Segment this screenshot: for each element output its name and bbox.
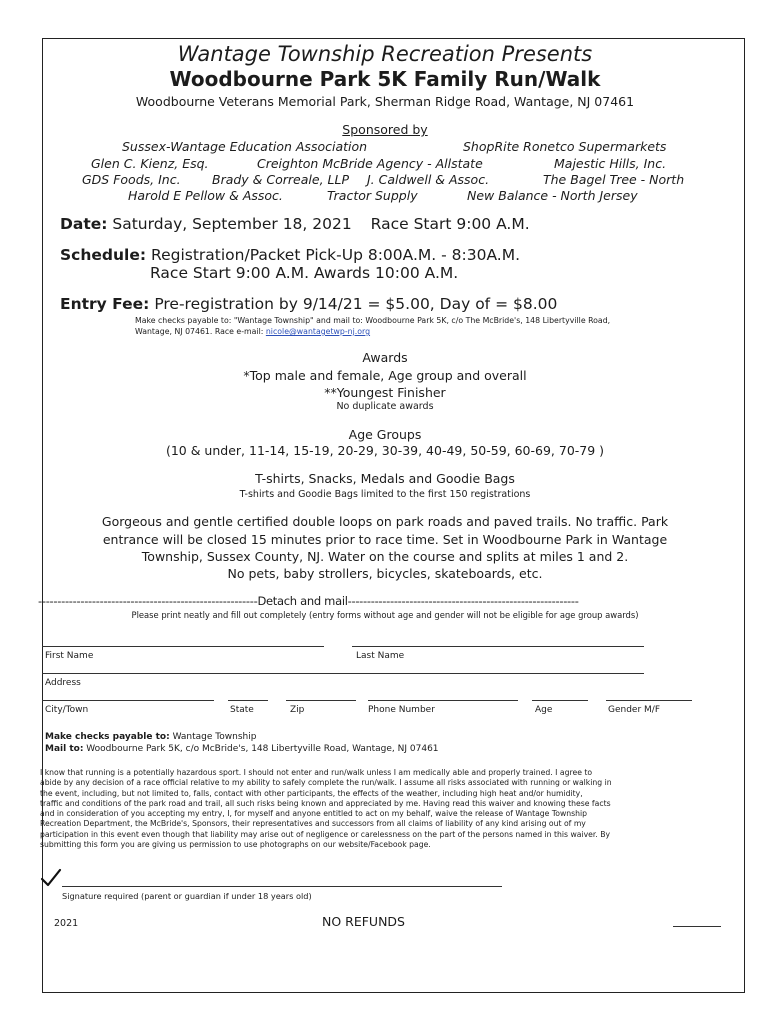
awards-line-3: No duplicate awards	[336, 401, 434, 412]
phone-line	[368, 700, 518, 701]
payable-label: Make checks payable to:	[45, 732, 170, 742]
race-start: Race Start 9:00 A.M.	[370, 215, 530, 233]
event-title: Woodbourne Park 5K Family Run/Walk	[169, 67, 601, 91]
schedule-line-2: Race Start 9:00 A.M. Awards 10:00 A.M.	[150, 264, 459, 282]
age-field[interactable]: Age	[535, 705, 553, 715]
waiver-line: traffic and conditions of the park road and trail, all such risks being known and appreciated by me. Having read this waiver and knowing these facts	[40, 798, 611, 808]
entry-fee-row	[60, 295, 557, 313]
zip-line	[286, 700, 356, 701]
no-refunds-notice: NO REFUNDS	[322, 914, 405, 929]
event-location: Woodbourne Veterans Memorial Park, Sherman Ridge Road, Wantage, NJ 07461	[135, 94, 635, 109]
checkmark-icon	[40, 868, 62, 892]
first-name-field[interactable]: First Name	[45, 651, 94, 661]
schedule-label: Schedule:	[60, 246, 147, 264]
sponsor-name: ShopRite Ronetco Supermarkets	[463, 139, 667, 154]
mail-value: Woodbourne Park 5K, c/o McBride's, 148 Libertyville Road, Wantage, NJ 07461	[86, 744, 439, 754]
waiver-line: participation in this event even though that liability may arise out of negligence or carelessness on the part of the persons named in this waiver. By	[40, 829, 611, 839]
waiver-line: the event, including, but not limited to, falls, contact with other participants, the effects of the weather, including high heat and/or humidity,	[40, 788, 583, 798]
sponsor-name: Harold E Pellow & Assoc.	[128, 188, 283, 203]
signature-line[interactable]	[62, 886, 502, 887]
sponsors-heading: Sponsored by	[342, 122, 428, 137]
sponsor-name: Glen C. Kienz, Esq.	[91, 156, 209, 171]
awards-heading: Awards	[362, 350, 408, 365]
address-field[interactable]: Address	[45, 678, 81, 688]
sponsor-name: Brady & Correale, LLP	[212, 172, 349, 187]
detach-dashes-right: ------------------------------------------------------------	[347, 594, 579, 608]
sponsor-name: Sussex-Wantage Education Association	[122, 139, 368, 154]
extras-line-2: T-shirts and Goodie Bags limited to the first 150 registrations	[239, 489, 531, 500]
first-name-line	[42, 646, 324, 647]
awards-line-2: **Youngest Finisher	[324, 385, 446, 400]
last-name-line	[352, 646, 644, 647]
course-line-4: No pets, baby strollers, bicycles, skateboards, etc.	[227, 566, 543, 581]
payable-row	[45, 732, 256, 742]
age-groups-heading: Age Groups	[348, 427, 422, 442]
race-email-link[interactable]: nicole@wantagetwp-nj.org	[265, 327, 371, 336]
date-value: Saturday, September 18, 2021	[112, 215, 352, 233]
sponsor-name: GDS Foods, Inc.	[82, 172, 181, 187]
state-line	[228, 700, 268, 701]
liability-waiver	[40, 768, 736, 850]
course-line-2: entrance will be closed 15 minutes prior to race time. Set in Woodbourne Park in Wantage	[102, 532, 668, 547]
date-label: Date:	[60, 215, 108, 233]
form-instructions: Please print neatly and fill out completely (entry forms without age and gender will not be eligible for age group awards)	[131, 610, 639, 620]
sponsor-name: Tractor Supply	[327, 188, 418, 203]
waiver-line: submitting this form you are giving us permission to use photographs on our website/Facebook page.	[40, 840, 431, 850]
footer-rule	[673, 926, 721, 927]
waiver-line: I know that running is a potentially hazardous sport. I should not enter and run/walk unless I am medically able and properly trained. I agree to	[40, 768, 593, 777]
waiver-line: abide by any decision of a race official relative to my ability to safely complete the run/walk. I assume all risks associated with running or walking in	[40, 778, 612, 788]
address-line	[42, 673, 644, 674]
detach-dashes-left: ---------------------------------------------------------	[38, 594, 258, 608]
schedule-row	[60, 246, 520, 264]
detach-label: Detach and mail	[257, 594, 348, 608]
sponsor-name: J. Caldwell & Assoc.	[367, 172, 490, 187]
city-line	[42, 700, 214, 701]
schedule-line-1: Registration/Packet Pick-Up 8:00A.M. - 8:30A.M.	[151, 246, 521, 264]
sponsor-name: Majestic Hills, Inc.	[554, 156, 667, 171]
date-row	[60, 215, 530, 233]
presents-heading: Wantage Township Recreation Presents	[177, 42, 593, 66]
payable-value: Wantage Township	[172, 732, 257, 742]
last-name-field[interactable]: Last Name	[356, 651, 405, 661]
signature-label: Signature required (parent or guardian if under 18 years old)	[62, 891, 312, 901]
state-field[interactable]: State	[230, 705, 254, 715]
mail-label: Mail to:	[45, 744, 84, 754]
course-line-1: Gorgeous and gentle certified double loops on park roads and paved trails. No traffic. Park	[101, 514, 669, 529]
city-field[interactable]: City/Town	[45, 705, 89, 715]
waiver-line: and in consideration of you accepting my entry, I, for myself and anyone entitled to act on my behalf, waive the release of Wantage Township	[40, 809, 587, 819]
detach-line	[38, 594, 579, 608]
gender-line	[606, 700, 692, 701]
age-line	[532, 700, 588, 701]
phone-field[interactable]: Phone Number	[368, 705, 435, 715]
entry-fee-label: Entry Fee:	[60, 295, 150, 313]
entry-fee-note-1: Make checks payable to: "Wantage Township" and mail to: Woodbourne Park 5K, c/o The McBride's, 148 Libertyville Road,	[135, 316, 611, 325]
zip-field[interactable]: Zip	[290, 705, 305, 715]
gender-field[interactable]: Gender M/F	[608, 705, 661, 715]
sponsor-name: The Bagel Tree - North	[543, 172, 685, 187]
footer-year: 2021	[54, 918, 79, 929]
sponsor-name: New Balance - North Jersey	[467, 188, 638, 203]
age-groups-list: (10 & under, 11-14, 15-19, 20-29, 30-39, 40-49, 50-59, 60-69, 70-79 )	[165, 443, 605, 458]
entry-fee-value: Pre-registration by 9/14/21 = $5.00, Day of = $8.00	[154, 295, 558, 313]
waiver-line: Recreation Department, the McBride's, Sponsors, their representatives and successors from all claims of liability of any kind arising out of my	[40, 819, 586, 829]
extras-line-1: T-shirts, Snacks, Medals and Goodie Bags	[255, 471, 515, 486]
sponsor-name: Creighton McBride Agency - Allstate	[257, 156, 483, 171]
entry-fee-note-2	[135, 327, 370, 336]
course-line-3: Township, Sussex County, NJ. Water on the course and splits at miles 1 and 2.	[141, 549, 629, 564]
awards-line-1: *Top male and female, Age group and overall	[243, 368, 527, 383]
entry-fee-note-text: Wantage, NJ 07461. Race e-mail:	[135, 327, 264, 336]
mail-row	[45, 744, 439, 754]
